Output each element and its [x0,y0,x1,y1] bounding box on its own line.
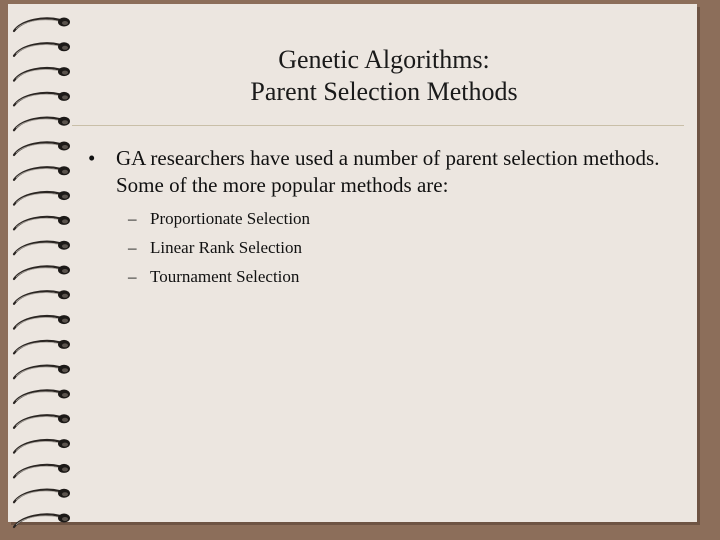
bullet-list [86,145,686,199]
dash-icon: – [128,209,137,228]
sub-item-label: Tournament Selection [150,267,300,286]
dash-icon: – [128,238,137,257]
binding-ring [14,191,70,205]
binding-ring [14,340,70,354]
binding-ring [14,117,70,131]
title-divider [72,125,684,126]
dash-icon: – [128,267,137,286]
sub-bullet-list [128,204,648,291]
title-line-2: Parent Selection Methods [250,77,518,106]
binding-ring [14,241,70,255]
sub-item-label: Linear Rank Selection [150,238,303,257]
binding-ring [14,18,70,32]
binding-ring [14,390,70,404]
sub-item-tournament [128,262,648,291]
bullet-text: GA researchers have used a number of parent selection methods. Some of the more popular methods are: [116,146,660,197]
binding-ring [14,439,70,453]
binding-ring [14,142,70,156]
binding-ring [14,42,70,56]
sub-item-linear-rank [128,233,648,262]
bullet-dot-icon: • [88,146,96,170]
slide-title [90,44,678,108]
binding-ring [14,216,70,230]
binding-ring [14,266,70,280]
binding-ring [14,166,70,180]
binding-ring [14,290,70,304]
sub-item-proportionate [128,204,648,233]
binding-ring [14,67,70,81]
binding-ring [14,315,70,329]
binding-ring [14,514,70,528]
bullet-item [86,145,686,199]
binding-ring [14,365,70,379]
binding-ring [14,414,70,428]
binding-ring [14,92,70,106]
binding-ring [14,464,70,478]
binding-ring [14,489,70,503]
sub-item-label: Proportionate Selection [150,209,311,228]
spiral-binding-icon [0,0,90,540]
title-line-1: Genetic Algorithms: [278,45,490,74]
